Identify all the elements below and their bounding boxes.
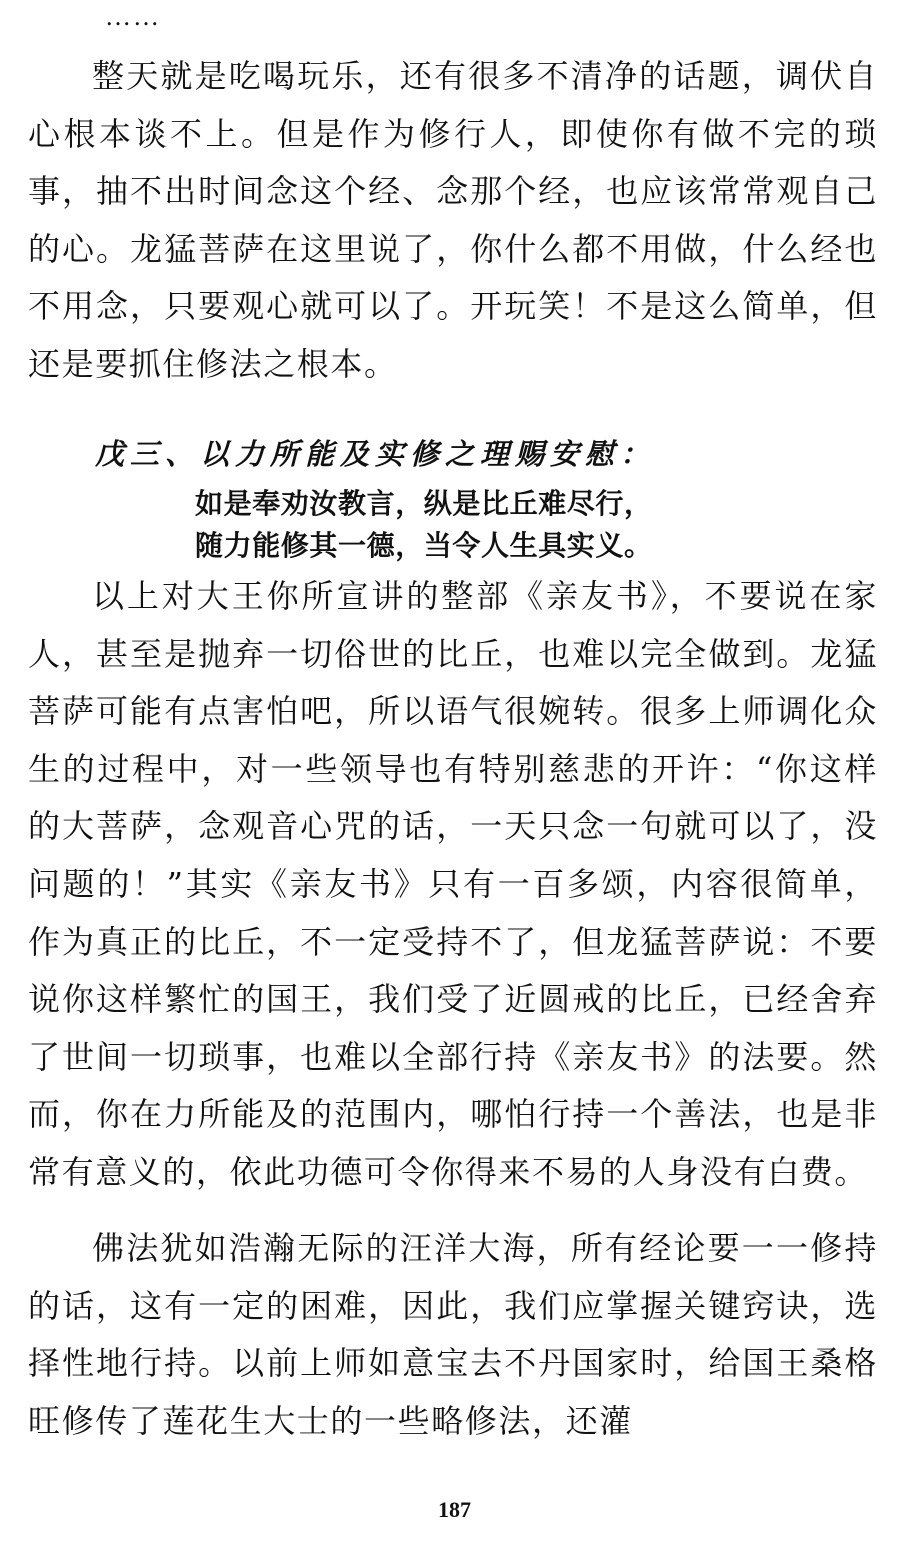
body-paragraph-2: 以上对大王你所宣讲的整部《亲友书》，不要说在家人，甚至是抛弃一切俗世的比丘，也难以完全做到。龙猛菩萨可能有点害怕吧，所以语气很婉转。很多上师调化众生的过程中，对一些领导也有特别慈悲的开许：“你这样的大菩萨，念观音心咒的话，一天只念一句就可以了，没问题的！”其实《亲友书》只有一百多颂，内容很简单，作为真正的比丘，不一定受持不了，但龙猛菩萨说：不要说你这样繁忙的国王，我们受了近圆戒的比丘，已经舍弃了世间一切琐事，也难以全部行持《亲友书》的法要。然而，你在力所能及的范围内，哪怕行持一个善法，也是非常有意义的，依此功德可令你得来不易的人身没有白费。	[28, 577, 878, 1191]
body-paragraph-3: 佛法犹如浩瀚无际的汪洋大海，所有经论要一一修持的话，这有一定的困难，因此，我们应掌握关键窍诀，选择性地行持。以前上师如意宝去不丹国家时，给国王桑格旺修传了莲花生大士的一些略修法，还灌	[28, 1229, 878, 1440]
page-number: 187	[438, 1497, 471, 1522]
verse-line-1: 如是奉劝汝教言，纵是比丘难尽行，	[195, 487, 653, 520]
body-paragraph-1: 整天就是吃喝玩乐，还有很多不清净的话题，调伏自心根本谈不上。但是作为修行人，即使你有做不完的琐事，抽不出时间念这个经、念那个经，也应该常常观自己的心。龙猛菩萨在这里说了，你什么都不用做，什么经也不用念，只要观心就可以了。开玩笑！不是这么简单，但还是要抓住修法之根本。	[28, 57, 878, 383]
verse-line-2: 随力能修其一德，当令人生具实义。	[195, 529, 653, 562]
section-heading: 戊三、以力所能及实修之理赐安慰：	[95, 437, 656, 471]
continuation-ellipsis: ……	[105, 2, 161, 31]
